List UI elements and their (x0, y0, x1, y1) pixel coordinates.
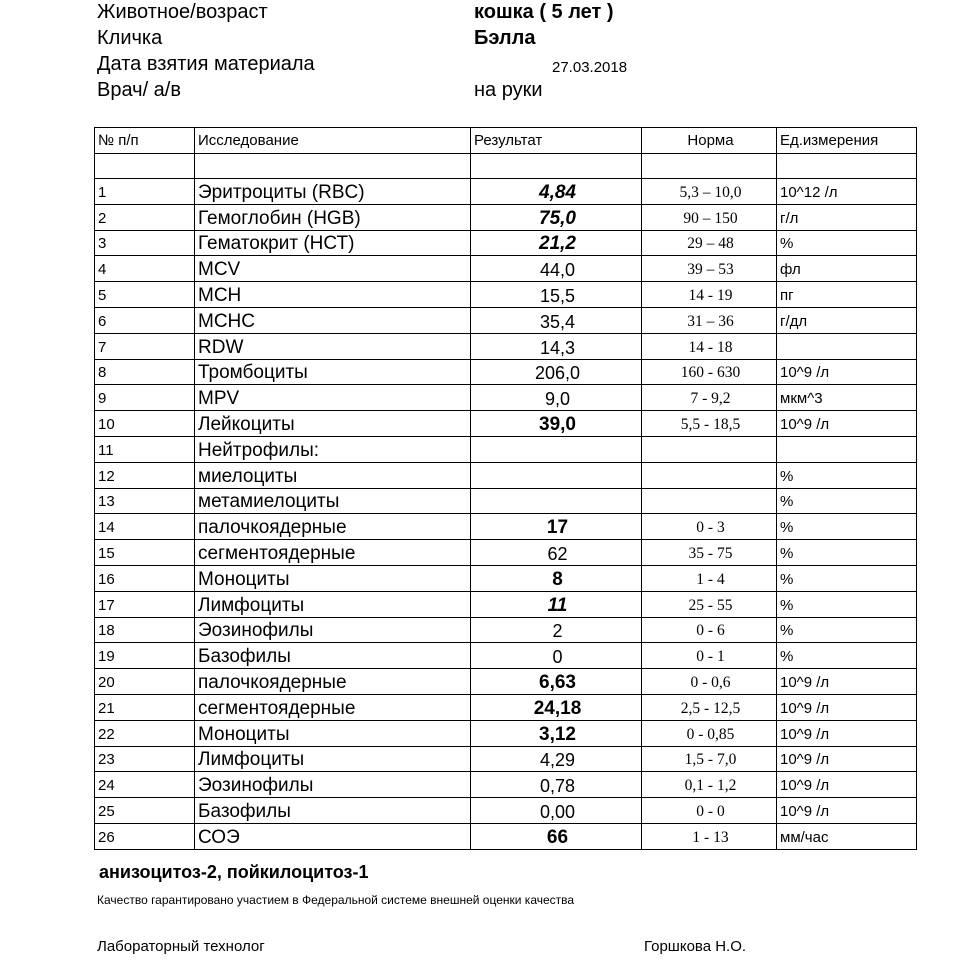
row-norm: 14 - 18 (642, 333, 777, 359)
animal-label: Животное/возраст (97, 1, 268, 23)
row-result: 66 (471, 823, 642, 849)
row-num: 3 (95, 230, 195, 256)
row-test-name: Эозинофилы (195, 772, 471, 798)
row-norm: 160 - 630 (642, 359, 777, 385)
row-result: 14,3 (471, 333, 642, 359)
row-result (471, 462, 642, 488)
row-unit: 10^9 /л (777, 411, 917, 437)
row-num: 9 (95, 385, 195, 411)
row-test-name: MCV (195, 256, 471, 282)
table-row (95, 204, 917, 230)
row-norm (642, 436, 777, 462)
row-norm (642, 488, 777, 514)
table-row (95, 514, 917, 540)
row-num: 5 (95, 282, 195, 308)
table-row (95, 746, 917, 772)
column-header-unit: Ед.измерения (777, 128, 917, 154)
row-result: 0,00 (471, 798, 642, 824)
table-row (95, 282, 917, 308)
row-result: 44,0 (471, 256, 642, 282)
row-result: 4,29 (471, 746, 642, 772)
doctor-value: на руки (474, 79, 543, 101)
table-row (95, 617, 917, 643)
row-test-name: RDW (195, 333, 471, 359)
row-result: 9,0 (471, 385, 642, 411)
row-test-name: Тромбоциты (195, 359, 471, 385)
table-spacer-row (95, 154, 917, 179)
table-row (95, 230, 917, 256)
row-unit: фл (777, 256, 917, 282)
row-unit: % (777, 514, 917, 540)
row-result: 6,63 (471, 669, 642, 695)
table-row (95, 823, 917, 849)
row-norm: 7 - 9,2 (642, 385, 777, 411)
row-result (471, 488, 642, 514)
pet-name-value: Бэлла (474, 27, 536, 49)
row-norm: 0 - 6 (642, 617, 777, 643)
table-row (95, 540, 917, 566)
row-test-name: палочкоядерные (195, 669, 471, 695)
spacer-cell (777, 154, 917, 179)
row-test-name: Моноциты (195, 565, 471, 591)
row-unit: 10^9 /л (777, 694, 917, 720)
table-row (95, 591, 917, 617)
row-num: 13 (95, 488, 195, 514)
row-result (471, 436, 642, 462)
row-unit: % (777, 643, 917, 669)
table-row (95, 772, 917, 798)
column-header-name: Исследование (195, 128, 471, 154)
row-unit: 10^12 /л (777, 179, 917, 205)
row-num: 21 (95, 694, 195, 720)
animal-row (0, 0, 960, 26)
row-result: 75,0 (471, 204, 642, 230)
row-test-name: MCHC (195, 307, 471, 333)
row-unit: 10^9 /л (777, 772, 917, 798)
row-result: 39,0 (471, 411, 642, 437)
table-row (95, 643, 917, 669)
row-unit: % (777, 488, 917, 514)
row-num: 7 (95, 333, 195, 359)
pet-name-row (0, 26, 960, 52)
row-result: 17 (471, 514, 642, 540)
conclusion-text: анизоцитоз-2, пойкилоцитоз-1 (99, 862, 369, 882)
row-result: 15,5 (471, 282, 642, 308)
row-unit: 10^9 /л (777, 720, 917, 746)
row-norm (642, 462, 777, 488)
row-num: 22 (95, 720, 195, 746)
row-test-name: Лейкоциты (195, 411, 471, 437)
row-result: 0 (471, 643, 642, 669)
table-body (95, 154, 917, 850)
row-result: 206,0 (471, 359, 642, 385)
row-result: 35,4 (471, 307, 642, 333)
row-num: 16 (95, 565, 195, 591)
row-result: 4,84 (471, 179, 642, 205)
row-test-name: Эозинофилы (195, 617, 471, 643)
row-num: 23 (95, 746, 195, 772)
row-norm: 2,5 - 12,5 (642, 694, 777, 720)
row-unit: г/л (777, 204, 917, 230)
spacer-cell (195, 154, 471, 179)
row-num: 2 (95, 204, 195, 230)
row-unit: мм/час (777, 823, 917, 849)
row-num: 10 (95, 411, 195, 437)
row-unit: % (777, 462, 917, 488)
row-num: 1 (95, 179, 195, 205)
row-unit: % (777, 591, 917, 617)
signature-name: Горшкова Н.О. (644, 938, 747, 955)
row-unit: % (777, 617, 917, 643)
row-norm: 1,5 - 7,0 (642, 746, 777, 772)
row-num: 8 (95, 359, 195, 385)
row-test-name: Нейтрофилы: (195, 436, 471, 462)
row-unit: % (777, 230, 917, 256)
spacer-cell (95, 154, 195, 179)
row-test-name: СОЭ (195, 823, 471, 849)
spacer-cell (471, 154, 642, 179)
row-unit (777, 436, 917, 462)
row-test-name: Гематокрит (НСТ) (195, 230, 471, 256)
row-norm: 31 – 36 (642, 307, 777, 333)
sample-date-label: Дата взятия материала (97, 53, 315, 75)
row-norm: 1 - 4 (642, 565, 777, 591)
quality-note: Качество гарантировано участием в Федеральной системе внешней оценки качества (97, 893, 575, 907)
row-norm: 0,1 - 1,2 (642, 772, 777, 798)
table-row (95, 669, 917, 695)
row-num: 4 (95, 256, 195, 282)
spacer-cell (642, 154, 777, 179)
row-num: 14 (95, 514, 195, 540)
row-num: 15 (95, 540, 195, 566)
row-norm: 25 - 55 (642, 591, 777, 617)
row-test-name: MCH (195, 282, 471, 308)
row-test-name: сегментоядерные (195, 694, 471, 720)
row-test-name: Лимфоциты (195, 591, 471, 617)
row-test-name: сегментоядерные (195, 540, 471, 566)
pet-name-label: Кличка (97, 27, 163, 49)
row-norm: 0 - 3 (642, 514, 777, 540)
row-norm: 29 – 48 (642, 230, 777, 256)
row-unit: мкм^3 (777, 385, 917, 411)
row-test-name: палочкоядерные (195, 514, 471, 540)
table-row (95, 307, 917, 333)
table-row (95, 179, 917, 205)
row-unit: 10^9 /л (777, 669, 917, 695)
row-num: 20 (95, 669, 195, 695)
doctor-row (0, 78, 960, 104)
row-num: 19 (95, 643, 195, 669)
row-norm: 90 – 150 (642, 204, 777, 230)
row-test-name: Базофилы (195, 798, 471, 824)
row-unit: г/дл (777, 307, 917, 333)
row-norm: 14 - 19 (642, 282, 777, 308)
table-row (95, 462, 917, 488)
table-header-row (95, 128, 917, 154)
row-unit: % (777, 565, 917, 591)
row-num: 17 (95, 591, 195, 617)
table-row (95, 333, 917, 359)
row-norm: 0 - 0,85 (642, 720, 777, 746)
row-norm: 39 – 53 (642, 256, 777, 282)
row-num: 6 (95, 307, 195, 333)
table-row (95, 488, 917, 514)
row-unit: % (777, 540, 917, 566)
table-row (95, 256, 917, 282)
row-test-name: Гемоглобин (HGB) (195, 204, 471, 230)
doctor-label: Врач/ а/в (97, 79, 181, 101)
row-num: 18 (95, 617, 195, 643)
row-result: 0,78 (471, 772, 642, 798)
row-result: 21,2 (471, 230, 642, 256)
sample-date-row (0, 52, 960, 78)
table-row (95, 720, 917, 746)
row-norm: 5,5 - 18,5 (642, 411, 777, 437)
row-unit: 10^9 /л (777, 359, 917, 385)
column-header-norm: Норма (642, 128, 777, 154)
row-result: 8 (471, 565, 642, 591)
row-norm: 0 - 1 (642, 643, 777, 669)
row-result: 62 (471, 540, 642, 566)
row-test-name: миелоциты (195, 462, 471, 488)
row-unit: 10^9 /л (777, 746, 917, 772)
row-result: 2 (471, 617, 642, 643)
row-test-name: Лимфоциты (195, 746, 471, 772)
table-row (95, 359, 917, 385)
row-norm: 35 - 75 (642, 540, 777, 566)
table-row (95, 694, 917, 720)
row-num: 26 (95, 823, 195, 849)
row-test-name: метамиелоциты (195, 488, 471, 514)
column-header-result: Результат (471, 128, 642, 154)
row-num: 12 (95, 462, 195, 488)
row-unit (777, 333, 917, 359)
results-table (94, 127, 917, 850)
row-num: 25 (95, 798, 195, 824)
row-num: 11 (95, 436, 195, 462)
row-norm: 0 - 0,6 (642, 669, 777, 695)
row-result: 11 (471, 591, 642, 617)
row-test-name: Моноциты (195, 720, 471, 746)
animal-value: кошка ( 5 лет ) (474, 1, 614, 23)
table-row (95, 385, 917, 411)
row-test-name: Эритроциты (RBC) (195, 179, 471, 205)
column-header-num: № п/п (95, 128, 195, 154)
row-result: 3,12 (471, 720, 642, 746)
row-result: 24,18 (471, 694, 642, 720)
table-row (95, 436, 917, 462)
row-norm: 1 - 13 (642, 823, 777, 849)
row-norm: 0 - 0 (642, 798, 777, 824)
row-unit: пг (777, 282, 917, 308)
table-row (95, 565, 917, 591)
row-norm: 5,3 – 10,0 (642, 179, 777, 205)
row-test-name: Базофилы (195, 643, 471, 669)
row-num: 24 (95, 772, 195, 798)
table-row (95, 798, 917, 824)
row-unit: 10^9 /л (777, 798, 917, 824)
row-test-name: MPV (195, 385, 471, 411)
table-row (95, 411, 917, 437)
signature-role: Лабораторный технолог (97, 938, 265, 955)
sample-date-value: 27.03.2018 (552, 59, 628, 76)
